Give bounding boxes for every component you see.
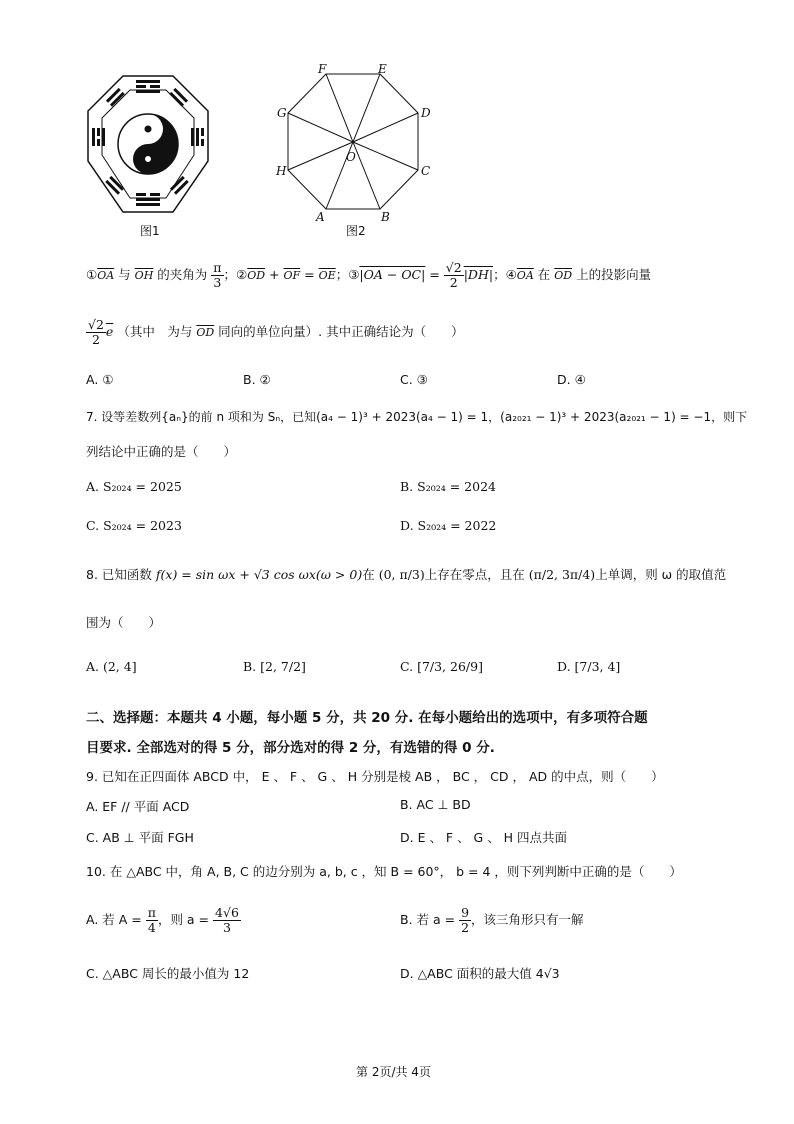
q8-option-c[interactable]: C. [7/3, 26/9] xyxy=(400,659,483,674)
q7-option-b[interactable]: B. S₂₀₂₄ = 2024 xyxy=(400,479,496,494)
q8-stem-line2: 围为（ ） xyxy=(86,615,162,630)
label-H: H xyxy=(276,164,287,178)
figure2-caption: 图2 xyxy=(346,224,366,238)
q10-stem: 10. 在 △ABC 中，角 A, B, C 的边分别为 a, b, c ，知 B = 60°， b = 4 ，则下列判断中正确的是（ ） xyxy=(86,864,682,879)
q9-option-a[interactable]: A. EF // 平面 ACD xyxy=(86,799,190,814)
q6-option-a[interactable]: A. ① xyxy=(86,372,114,387)
section2-heading-line1: 二、选择题：本题共 4 小题，每小题 5 分，共 20 分. 在每小题给出的选项中，有多项符合题 xyxy=(86,710,648,726)
q6-option-d[interactable]: D. ④ xyxy=(557,372,586,387)
q10-option-a[interactable]: A. 若 A = $\frac{\pi}{4}$ ，则 a = $\frac{4√6}{3}$ xyxy=(86,905,239,935)
q7-stem-line1: 7. 设等差数列{aₙ}的前 n 项和为 Sₙ，已知(a₄ − 1)³ + 2023(a₄ − 1) = 1，(a₂₀₂₁ − 1)³ + 2023(a₂₀₂₁ − 1) = −1，则下 xyxy=(86,410,748,424)
q9-stem: 9. 已知在正四面体 ABCD 中， E 、 F 、 G 、 H 分别是棱 AB ， BC ， CD ， AD 的中点，则（ ） xyxy=(86,769,664,784)
q9-option-c[interactable]: C. AB ⊥ 平面 FGH xyxy=(86,830,194,845)
q9-option-d[interactable]: D. E 、 F 、 G 、 H 四点共面 xyxy=(400,830,568,845)
label-O: O xyxy=(346,150,356,164)
q10-option-d[interactable]: D. △ABC 面积的最大值 4√3 xyxy=(400,966,560,981)
label-D: D xyxy=(421,106,431,120)
label-G: G xyxy=(277,106,287,120)
q6-statement-cont: $\frac{√2}{2}$ $\overline{e}$ （其中 为与 $\overline{OD}$ 同向的单位向量）. 其中正确结论为（ ） xyxy=(88,317,464,347)
label-B: B xyxy=(381,210,390,224)
q7-option-d[interactable]: D. S₂₀₂₄ = 2022 xyxy=(400,518,497,533)
q7-option-c[interactable]: C. S₂₀₂₄ = 2023 xyxy=(86,518,182,533)
q10-option-b[interactable]: B. 若 a = $\frac{9}{2}$ ，该三角形只有一解 xyxy=(400,905,584,935)
q8-option-d[interactable]: D. [7/3, 4] xyxy=(557,659,621,674)
q6-option-c[interactable]: C. ③ xyxy=(400,372,428,387)
q6-option-b[interactable]: B. ② xyxy=(243,372,271,387)
q8-option-b[interactable]: B. [2, 7/2] xyxy=(243,659,306,674)
q8-stem-line1: 8. 已知函数 f(x) = sin ωx + √3 cos ωx(ω > 0)在 (0, π/3)上存在零点，且在 (π/2, 3π/4)上单调，则 ω 的取值范 xyxy=(86,567,727,582)
label-A: A xyxy=(316,210,325,224)
page-footer: 第 2页/共 4页 xyxy=(356,1065,431,1079)
figure1-caption: 图1 xyxy=(140,224,160,238)
q6-statements: $①\overline{OA}$ 与 $\overline{OH}$ 的夹角为 $\frac{\pi}{3}$ ；$②\overline{OD} + \overline{OF} = \overline{OE}$；③|OA − OC| = $\frac{√2}{2}$ |DH|；$④\overline{OA}$ 在 $\overline{OD}$ 上的投影向量 xyxy=(86,260,652,290)
label-E: E xyxy=(378,62,387,76)
label-F: F xyxy=(318,62,327,76)
label-C: C xyxy=(421,164,431,178)
q7-option-a[interactable]: A. S₂₀₂₄ = 2025 xyxy=(86,479,182,494)
q10-option-c[interactable]: C. △ABC 周长的最小值为 12 xyxy=(86,966,250,981)
q9-option-b[interactable]: B. AC ⊥ BD xyxy=(400,797,471,812)
q7-stem-line2: 列结论中正确的是（ ） xyxy=(86,444,237,459)
q8-option-a[interactable]: A. (2, 4] xyxy=(86,659,137,674)
section2-heading-line2: 目要求. 全部选对的得 5 分，部分选对的得 2 分，有选错的得 0 分. xyxy=(86,740,495,756)
